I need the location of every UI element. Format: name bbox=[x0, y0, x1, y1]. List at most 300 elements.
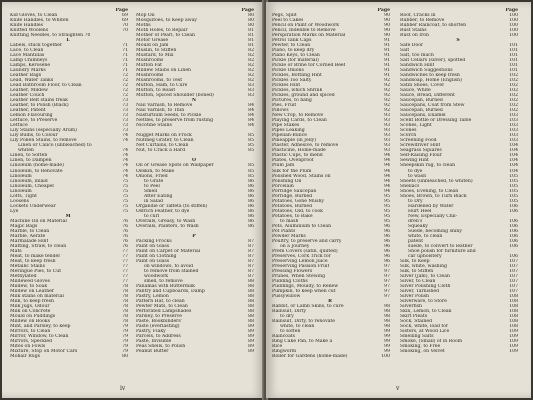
entry-text: Kid Gloves, to Clean bbox=[10, 13, 58, 19]
entry-text: Sheets (unbleached, to whiten) bbox=[400, 178, 473, 184]
entry-text: Linen or Calico (unbleached) to bbox=[18, 143, 92, 149]
entry-text: on a Journey bbox=[280, 243, 310, 249]
entry-text: Pickle Onions bbox=[272, 68, 304, 74]
entry-page-number: Page bbox=[241, 8, 254, 13]
entry-text: Smelling Salts bbox=[400, 334, 434, 340]
entry-text: Self-Raising Flour bbox=[400, 153, 442, 159]
entry-text: Nugget Marks on Frock bbox=[136, 133, 192, 139]
entry-page-number: 97 bbox=[384, 293, 390, 299]
entry-text: Smell bbox=[144, 188, 158, 194]
entry-page-number: 98 bbox=[384, 303, 390, 309]
index-entry bbox=[400, 349, 518, 354]
entry-text: Piano, to keep dry bbox=[272, 48, 315, 54]
entry-page-number: 88 bbox=[248, 293, 254, 299]
entry-text: Knitting Needles, to Straighten 70 bbox=[10, 33, 91, 39]
entry-page-number: 87 bbox=[248, 253, 254, 259]
entry-text: Lettuce, to Preserve bbox=[10, 118, 58, 124]
entry-text: Hardened by Water bbox=[408, 203, 454, 209]
entry-page-number bbox=[71, 214, 73, 219]
entry-page-number: 107 bbox=[509, 258, 518, 264]
entry-text: Silk for the Plum bbox=[272, 168, 312, 174]
entry-page-number: 104 bbox=[509, 148, 518, 154]
entry-text: Saucepans, Enamel bbox=[400, 113, 446, 119]
entry-page-number: 96 bbox=[384, 243, 390, 249]
entry-text: Mohair Rugs bbox=[10, 354, 41, 360]
entry-text: Laundry Marks bbox=[10, 68, 46, 74]
entry-text: Squeaky bbox=[408, 223, 428, 229]
entry-page-number: 82 bbox=[248, 68, 254, 74]
entry-page-number: 101 bbox=[509, 58, 518, 64]
entry-text: Lamps, Kerosene bbox=[10, 63, 51, 69]
entry-page-number: 101 bbox=[509, 43, 518, 49]
entry-page-number: 75 bbox=[122, 203, 128, 209]
entry-text: Mosquitoes, to Keep away bbox=[136, 18, 198, 24]
entry-text: Ring Cake Pan, to Make a bbox=[272, 339, 333, 345]
entry-text: whiten bbox=[18, 148, 34, 154]
entry-page-number: 74 bbox=[122, 133, 128, 139]
entry-text: Silver, Tarnished bbox=[400, 288, 440, 294]
entry-text: to mash bbox=[280, 218, 299, 224]
entry-text: Milk Jugs, Odour bbox=[10, 303, 50, 309]
entry-page-number: 108 bbox=[509, 308, 518, 314]
entry-page-number: 73 bbox=[122, 128, 128, 134]
entry-text: Oil or Grease Spots on Wallpaper bbox=[136, 163, 214, 169]
entry-page-number: 86 bbox=[248, 198, 254, 204]
entry-text: car upholstery bbox=[408, 253, 442, 259]
entry-text: Ostrich Feather, to dye bbox=[136, 208, 190, 214]
entry-page-number: 100 bbox=[509, 23, 518, 29]
entry-text: Pipes Leaking bbox=[272, 128, 305, 134]
entry-page-number: 101 bbox=[509, 63, 518, 69]
entry-page-number: 74 bbox=[122, 138, 128, 144]
entry-text: Porcelain bbox=[272, 183, 294, 189]
entry-page-number bbox=[196, 234, 198, 239]
entry-text: Pastry, Flaky bbox=[136, 329, 166, 334]
entry-page-number bbox=[126, 33, 128, 38]
entry-page-number: 101 bbox=[509, 68, 518, 74]
entry-text: Nut, to Crack a Hard bbox=[136, 148, 186, 154]
entry-text: Paint on Glass bbox=[136, 243, 170, 249]
entry-page-number: 102 bbox=[509, 78, 518, 84]
entry-text: Panamas with Buttermilk bbox=[136, 283, 195, 289]
entry-text: Lace Mantillas bbox=[10, 53, 45, 59]
entry-text: Lily Bulbs, to Colour bbox=[10, 133, 58, 139]
entry-text: Peas Shells, to Polish bbox=[136, 344, 186, 350]
entry-page-number: 93 bbox=[384, 138, 390, 144]
entry-page-number: 107 bbox=[509, 283, 518, 289]
entry-text: Rubber, to Remove bbox=[400, 18, 445, 24]
entry-text: white, to clean bbox=[408, 233, 443, 239]
entry-page-number: 76 bbox=[122, 228, 128, 234]
entry-page-number: Page bbox=[505, 8, 518, 13]
entry-text: Sauce, Bread, Different bbox=[400, 93, 455, 99]
entry-page-number: 106 bbox=[509, 218, 518, 224]
entry-page-number: 91 bbox=[384, 53, 390, 59]
entry-text: L bbox=[66, 38, 70, 44]
entry-text: Machine Oil on Material bbox=[10, 218, 67, 224]
entry-text: Mustard, to Mix bbox=[136, 53, 174, 59]
entry-page-number: 90 bbox=[384, 18, 390, 24]
entry-page-number: 102 bbox=[509, 73, 518, 79]
entry-text: Mildew Stains on Linen bbox=[136, 68, 192, 74]
entry-page-number: 76 bbox=[122, 233, 128, 239]
entry-text: Silverfish bbox=[400, 303, 422, 309]
left-page bbox=[2, 2, 264, 398]
entry-page-number: 105 bbox=[509, 188, 518, 194]
entry-text: Rice bbox=[272, 344, 283, 350]
entry-page-number: 82 bbox=[248, 53, 254, 59]
entry-page-number: 86 bbox=[248, 218, 254, 224]
entry-page-number: 103 bbox=[509, 118, 518, 124]
index-entry bbox=[10, 354, 128, 359]
entry-page-number: 87 bbox=[248, 243, 254, 249]
entry-text: Mushrooms, to Test bbox=[136, 78, 183, 84]
entry-page-number: 71 bbox=[122, 53, 128, 59]
entry-page-number: 98 bbox=[384, 313, 390, 319]
entry-text: Silverware, to Store bbox=[400, 298, 447, 304]
entry-text: white, to clean bbox=[280, 323, 315, 329]
left-page-column-1 bbox=[10, 8, 128, 359]
entry-page-number: 86 bbox=[248, 203, 254, 209]
entry-page-number: 95 bbox=[384, 203, 390, 209]
entry-text: Playing Cards, to Clean bbox=[272, 118, 327, 124]
entry-page-number: 97 bbox=[384, 268, 390, 274]
entry-text: Parsley, to Preserve bbox=[136, 313, 182, 319]
entry-text: Mildew, to Soak bbox=[10, 283, 48, 289]
entry-text: Pickles, which Shrink bbox=[272, 88, 323, 94]
entry-text: Pickles Hint bbox=[272, 83, 301, 89]
entry-page-number: 108 bbox=[509, 303, 518, 309]
entry-page-number: 94 bbox=[384, 188, 390, 194]
entry-text: Methylated bbox=[10, 273, 37, 279]
entry-text: Silver Polish bbox=[400, 293, 429, 299]
entry-page-number: 70 bbox=[122, 28, 128, 34]
entry-page-number: 109 bbox=[509, 334, 518, 340]
entry-text: Plasticine, Home-made bbox=[272, 148, 326, 154]
entry-page-number: 86 bbox=[248, 178, 254, 184]
entry-text: Pencil, Indelible to Remove bbox=[272, 28, 336, 34]
entry-page-number: 75 bbox=[122, 193, 128, 199]
entry-page-number: 78 bbox=[122, 313, 128, 319]
left-page-folio: iv bbox=[120, 385, 126, 392]
right-page bbox=[266, 2, 531, 398]
entry-text: Pegs, Split bbox=[272, 13, 297, 19]
entry-page-number: 96 bbox=[384, 233, 390, 239]
entry-text: Silver (Jam), to Clean bbox=[400, 273, 450, 279]
entry-text: Sock, Stained bbox=[400, 318, 433, 324]
entry-page-number: 72 bbox=[122, 73, 128, 79]
entry-text: Paste, Bookbinders' bbox=[136, 318, 183, 324]
entry-page-number: 97 bbox=[384, 263, 390, 269]
entry-page-number: 73 bbox=[122, 118, 128, 124]
entry-page-number: 90 bbox=[384, 23, 390, 29]
entry-page-number: 85 bbox=[248, 143, 254, 149]
entry-page-number: 94 bbox=[384, 153, 390, 159]
entry-text: Skirt Pleats bbox=[400, 313, 428, 319]
entry-page-number: 79 bbox=[122, 329, 128, 334]
entry-page-number: 92 bbox=[384, 98, 390, 104]
entry-page-number: 107 bbox=[509, 288, 518, 294]
entry-page-number: 109 bbox=[509, 344, 518, 350]
entry-text: Linoleum, inlaid bbox=[10, 178, 48, 184]
entry-text: Parcels, to Address bbox=[136, 334, 181, 340]
entry-page-number: 87 bbox=[248, 258, 254, 264]
entry-page-number: 87 bbox=[248, 268, 254, 274]
entry-text: Sandwich Hint bbox=[400, 63, 435, 69]
entry-text: Linoleum bbox=[10, 188, 32, 194]
entry-text: Knife Handles, to Whiten bbox=[10, 18, 69, 24]
entry-page-number: 88 bbox=[248, 303, 254, 309]
entry-text: R bbox=[328, 298, 332, 304]
entry-page-number: 102 bbox=[509, 98, 518, 104]
entry-page-number: 78 bbox=[122, 308, 128, 314]
entry-page-number: 95 bbox=[384, 208, 390, 214]
entry-text: Leather, Mildew bbox=[10, 88, 48, 94]
entry-page-number: 91 bbox=[384, 38, 390, 44]
entry-page-number: 73 bbox=[122, 98, 128, 104]
entry-text: Pickles, ground and spiced bbox=[272, 93, 335, 99]
entry-text: Lead, Water Tanks bbox=[10, 78, 54, 84]
entry-text: Linoleum, Cheaper bbox=[10, 183, 55, 189]
entry-text: Preserving Lemon Juice bbox=[272, 258, 328, 264]
entry-page-number: 98 bbox=[384, 308, 390, 314]
entry-page-number: 91 bbox=[384, 73, 390, 79]
entry-page-number: 69 bbox=[122, 18, 128, 24]
entry-text: Pot Plants bbox=[272, 228, 296, 234]
entry-text: Prem Covers (satin, quilted) bbox=[272, 248, 338, 254]
entry-page-number: 95 bbox=[384, 218, 390, 224]
entry-page-number: 87 bbox=[248, 273, 254, 279]
entry-page-number: 107 bbox=[509, 268, 518, 274]
entry-text: Scones bbox=[400, 128, 417, 134]
entry-page-number: 108 bbox=[509, 313, 518, 319]
entry-text: Scent Bottle or Dressing Table bbox=[400, 118, 472, 124]
entry-page-number: 96 bbox=[384, 223, 390, 229]
entry-text: New, Especially Chil- bbox=[408, 213, 458, 219]
entry-text: Labels, stuck together bbox=[10, 43, 63, 49]
entry-page-number: 85 bbox=[248, 173, 254, 179]
entry-page-number: 97 bbox=[384, 278, 390, 284]
entry-text: Polished Wood, Stains on bbox=[272, 173, 331, 179]
entry-text: O bbox=[191, 158, 196, 164]
entry-text: Meat, to make tender bbox=[10, 253, 61, 259]
entry-page-number: 101 bbox=[509, 53, 518, 59]
entry-page-number: 80 bbox=[248, 23, 254, 29]
entry-page-number: 95 bbox=[384, 198, 390, 204]
entry-text: Linoleum bbox=[10, 173, 32, 179]
entry-text: Overalls, Greasy, to Wash bbox=[136, 218, 196, 224]
entry-page-number: 90 bbox=[384, 13, 390, 19]
entry-page-number: 106 bbox=[509, 253, 518, 259]
entry-page-number: 73 bbox=[122, 108, 128, 114]
entry-page-number: 92 bbox=[384, 88, 390, 94]
entry-text: After Eating bbox=[144, 193, 173, 199]
entry-page-number: 85 bbox=[248, 168, 254, 174]
entry-text: Pineapple (in Jelly) bbox=[272, 138, 317, 144]
entry-page-number: 87 bbox=[248, 248, 254, 254]
entry-page-number: 91 bbox=[384, 63, 390, 69]
entry-page-number: 92 bbox=[384, 83, 390, 89]
entry-page-number: 100 bbox=[509, 28, 518, 34]
entry-page-number: 93 bbox=[384, 133, 390, 139]
entry-text: Pewter, to Clean bbox=[272, 43, 311, 49]
entry-page-number: 79 bbox=[122, 344, 128, 350]
entry-page-number: 101 bbox=[509, 48, 518, 54]
entry-text: Matting, Straw, to clean bbox=[10, 243, 67, 249]
entry-text: Pickle (for material) bbox=[272, 58, 319, 64]
entry-page-number: 106 bbox=[509, 203, 518, 209]
entry-text: Satin Shoes, Cover bbox=[400, 83, 445, 89]
index-entry bbox=[136, 349, 254, 354]
entry-text: to dry bbox=[280, 313, 294, 319]
entry-text: Mixture, Stop on Motor Cars bbox=[10, 349, 78, 355]
entry-page-number: 88 bbox=[248, 278, 254, 284]
entry-page-number: 79 bbox=[122, 339, 128, 345]
entry-page-number: 106 bbox=[509, 243, 518, 249]
entry-page-number: 107 bbox=[509, 278, 518, 284]
entry-page-number: 80 bbox=[122, 354, 128, 360]
entry-page-number: 93 bbox=[384, 143, 390, 149]
entry-text: Oilskin, to Make bbox=[136, 168, 175, 174]
entry-page-number: 72 bbox=[122, 88, 128, 94]
entry-text: to wash bbox=[408, 173, 427, 179]
entry-text: Pantry and Cupboards, Damp bbox=[136, 288, 205, 294]
entry-text: Plates, Ovenproof bbox=[272, 158, 314, 164]
entry-page-number: 103 bbox=[509, 128, 518, 134]
entry-page-number: 71 bbox=[122, 58, 128, 64]
entry-text: Leather Bags bbox=[10, 73, 42, 79]
entry-text: Pastry, Lemon bbox=[136, 293, 169, 299]
entry-text: Linoleum, to Renovate bbox=[10, 168, 63, 174]
entry-page-number: 102 bbox=[509, 108, 518, 114]
entry-page-number: 75 bbox=[122, 183, 128, 189]
entry-page-number: 86 bbox=[248, 193, 254, 199]
entry-text: Mother of Pearl, to Clean bbox=[136, 33, 195, 39]
entry-text: Metallic Stains bbox=[10, 263, 45, 269]
entry-page-number: 99 bbox=[384, 334, 390, 340]
entry-text: Preserving Passion Fruit bbox=[272, 263, 330, 269]
entry-page-number: 82 bbox=[248, 58, 254, 64]
entry-page-number: Page bbox=[377, 8, 390, 13]
entry-text: Linen, to Dampen bbox=[10, 158, 52, 164]
entry-text: Shoes, Brown, to Turn Black bbox=[400, 193, 467, 199]
entry-text: Lye bbox=[10, 208, 19, 214]
entry-text: smell, to remove bbox=[144, 278, 183, 284]
entry-text: Pencil on Paint or Woodwork bbox=[272, 23, 340, 29]
entry-text: Mirrors, Speckled bbox=[10, 339, 53, 345]
entry-page-number: 87 bbox=[248, 263, 254, 269]
entry-page-number: 72 bbox=[122, 78, 128, 84]
entry-page-number: 98 bbox=[384, 318, 390, 324]
entry-text: Lofts, Tight bbox=[10, 193, 37, 199]
entry-page-number: 98 bbox=[384, 323, 390, 329]
entry-text: Potatoes, Gone Mushy bbox=[272, 198, 325, 204]
entry-page-number: 96 bbox=[384, 248, 390, 254]
right-page-column-1 bbox=[272, 8, 390, 359]
entry-page-number: 93 bbox=[384, 123, 390, 129]
entry-page-number: 91 bbox=[384, 48, 390, 54]
entry-text: Rainsuit, Dirty bbox=[272, 308, 307, 314]
entry-text: Piano Keys, to Clean bbox=[272, 53, 320, 59]
entry-text: N bbox=[191, 98, 197, 104]
entry-page-number: 108 bbox=[509, 323, 518, 329]
entry-page-number: 104 bbox=[509, 163, 518, 169]
entry-text: Knitted Woolens bbox=[10, 28, 49, 34]
entry-page-number: 86 bbox=[248, 183, 254, 189]
entry-text: Mushrooms bbox=[136, 58, 164, 64]
entry-text: Muslin, to Stiffen bbox=[136, 48, 177, 54]
entry-text: Moths bbox=[136, 23, 151, 29]
entry-text: Marmalade Hint bbox=[10, 238, 49, 244]
entry-text: Mutton, Spiced Shoulder (boned) bbox=[136, 93, 214, 99]
entry-text: Nicotine Stains bbox=[136, 123, 172, 129]
entry-text: Mutton, to Roast bbox=[136, 88, 176, 94]
entry-text: Lily Pollen Stains, to remove bbox=[10, 138, 77, 144]
entry-text: Screwdriver Hint bbox=[400, 143, 441, 149]
entry-text: S bbox=[456, 38, 460, 44]
entry-text: Pillows bbox=[272, 108, 289, 114]
entry-text: Peel to Cakes bbox=[272, 18, 304, 24]
entry-page-number: 74 bbox=[122, 148, 128, 154]
entry-text: Pipe Stakes bbox=[272, 123, 300, 129]
entry-text: Pattern Hat, to clean bbox=[136, 298, 185, 304]
entry-text: Leather Couch bbox=[10, 93, 45, 99]
entry-text: to curl bbox=[144, 213, 160, 219]
entry-text: patent bbox=[408, 238, 424, 244]
entry-text: Mirror, Window, to Clean bbox=[10, 334, 69, 340]
entry-text: Silk, white, washing bbox=[400, 263, 447, 269]
entry-text: woodwork bbox=[144, 273, 169, 279]
entry-page-number: 77 bbox=[122, 273, 128, 279]
entry-page-number: 88 bbox=[248, 313, 254, 319]
entry-text: Linen, to Soften bbox=[10, 153, 48, 159]
entry-page-number: 74 bbox=[122, 163, 128, 169]
entry-text: to soften bbox=[280, 329, 301, 334]
entry-text: Mirrors, to Clean bbox=[10, 329, 51, 334]
entry-page-number: 103 bbox=[509, 113, 518, 119]
entry-page-number: 93 bbox=[384, 118, 390, 124]
entry-page-number: 102 bbox=[509, 88, 518, 94]
entry-page-number: 106 bbox=[509, 223, 518, 229]
entry-page-number: 90 bbox=[384, 33, 390, 39]
entry-text: Leather Belt stains freak bbox=[10, 98, 68, 104]
entry-page-number: 96 bbox=[384, 228, 390, 234]
entry-text: Lemon Flavouring bbox=[10, 113, 53, 119]
entry-text: Perspiration Marks on Material bbox=[272, 33, 346, 39]
entry-page-number: 91 bbox=[384, 68, 390, 74]
entry-page-number: 74 bbox=[122, 168, 128, 174]
entry-page-number: 107 bbox=[509, 263, 518, 269]
entry-page-number: 88 bbox=[248, 288, 254, 294]
entry-page-number: 109 bbox=[509, 329, 518, 334]
entry-page-number: 108 bbox=[509, 318, 518, 324]
entry-text: Lily Stains (especially Arum) bbox=[10, 128, 77, 134]
entry-text: Nail Varnish, to Remove bbox=[136, 103, 193, 109]
left-page-column-2 bbox=[136, 8, 254, 354]
entry-page-number: 99 bbox=[384, 349, 390, 355]
entry-text: Milk on Concrete bbox=[10, 308, 51, 314]
entry-page-number: 79 bbox=[122, 349, 128, 355]
entry-page-number: 106 bbox=[509, 238, 518, 244]
entry-text: Porridge, Burned bbox=[272, 193, 313, 199]
entry-text: Mint, and Parsley, to keep bbox=[10, 323, 71, 329]
entry-page-number: 71 bbox=[122, 68, 128, 74]
entry-page-number: 88 bbox=[248, 318, 254, 324]
entry-text: Hurt Heel bbox=[408, 208, 432, 214]
entry-page-number: 80 bbox=[248, 13, 254, 19]
entry-page-number: 96 bbox=[384, 253, 390, 259]
entry-page-number: 97 bbox=[384, 273, 390, 279]
